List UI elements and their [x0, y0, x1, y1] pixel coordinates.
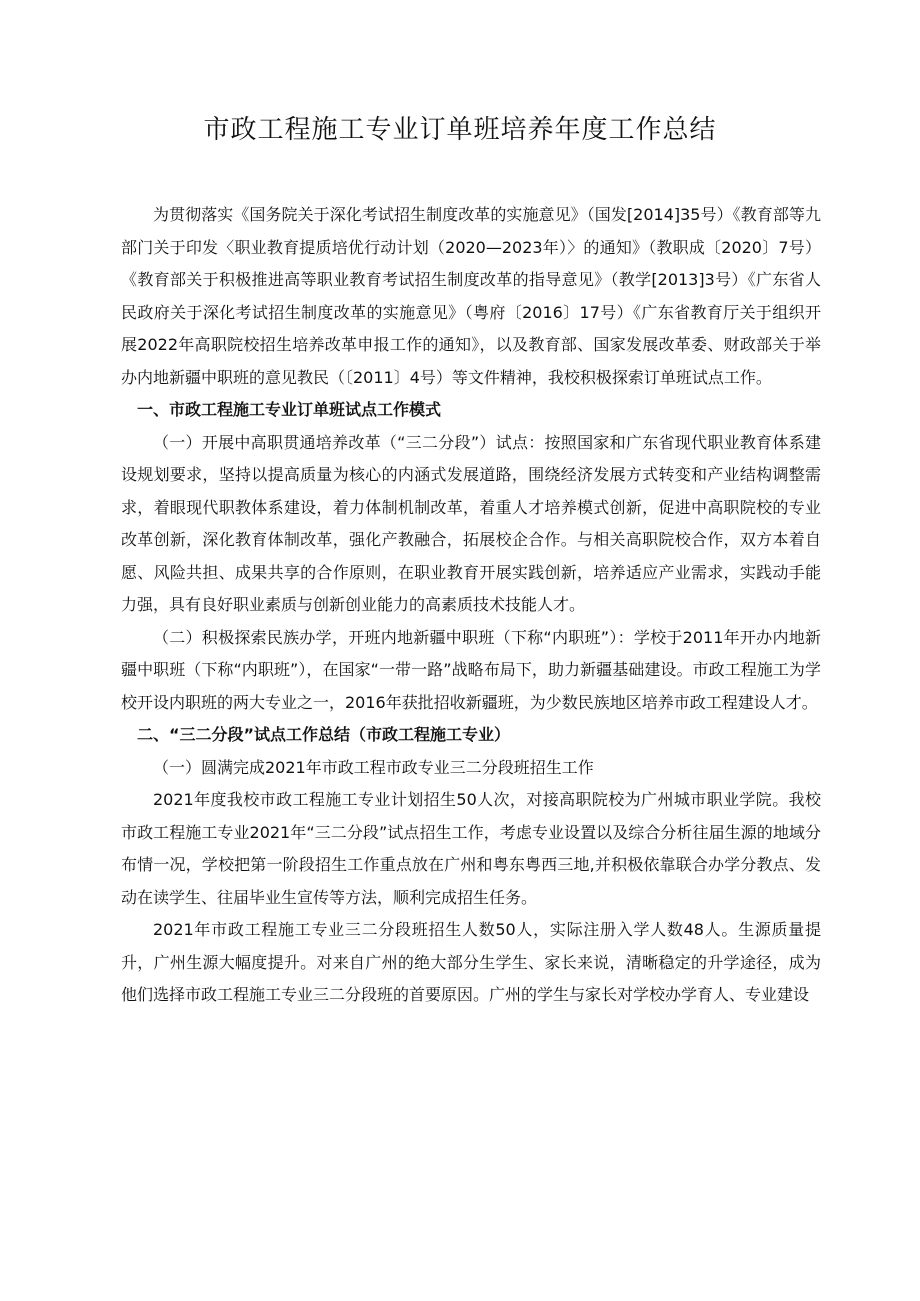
intro-paragraph: 为贯彻落实《国务院关于深化考试招生制度改革的实施意见》（国发[2014]35号）《教育部等九部门关于印发〈职业教育提质培优行动计划（2020—2023年）〉的通知》（教职成〔2020〕7号）《教育部关于积极推进高等职业教育考试招生制度改革的指导意见》（教学[2013]3号）《广东省人民政府关于深化考试招生制度改革的实施意见》（粤府〔2016〕17号）《广东省教育厅关于组织开展2022年高职院校招生培养改革申报工作的通知》，以及教育部、国家发展改革委、财政部关于举办内地新疆中职班的意见教民（〔2011〕4号）等文件精神，我校积极探索订单班试点工作。 [121, 205, 821, 387]
enrollment-paragraph-1: 2021年度我校市政工程施工专业计划招生50人次，对接高职院校为广州城市职业学院。我校市政工程施工专业2021年“三二分段”试点招生工作，考虑专业设置以及综合分析往届生源的地域分布情一况，学校把第一阶段招生工作重点放在广州和粤东粤西三地,并积极依靠联合办学分教点、发动在读学生、往届毕业生宣传等方法，顺利完成招生任务。 [121, 790, 821, 907]
section-2-1-heading: （一）圆满完成2021年市政工程市政专业三二分段班招生工作 [153, 757, 594, 777]
document-title: 市政工程施工专业订单班培养年度工作总结 [203, 115, 717, 145]
section-1-2-paragraph: （二）积极探索民族办学，开班内地新疆中职班（下称“内职班”）：学校于2011年开办内地新疆中职班（下称“内职班”），在国家“一带一路”战略布局下，助力新疆基础建设。市政工程施工为学校开设内职班的两大专业之一，2016年获批招收新疆班，为少数民族地区培养市政工程建设人才。 [121, 627, 821, 712]
section-heading-2: 二、“三二分段”试点工作总结（市政工程施工专业） [137, 725, 511, 744]
section-1-1-paragraph: （一）开展中高职贯通培养改革（“三二分段”）试点：按照国家和广东省现代职业教育体系建设规划要求，坚持以提高质量为核心的内涵式发展道路，围绕经济发展方式转变和产业结构调整需求，着眼现代职教体系建设，着力体制机制改革，着重人才培养模式创新，促进中高职院校的专业改革创新，深化教育体制改革，强化产教融合，拓展校企合作。与相关高职院校合作，双方本着自愿、风险共担、成果共享的合作原则，在职业教育开展实践创新，培养适应产业需求，实践动手能力强，具有良好职业素质与创新创业能力的高素质技术技能人才。 [121, 432, 821, 614]
document-body [121, 199, 821, 1012]
section-heading-1: 一、市政工程施工专业订单班试点工作模式 [137, 400, 442, 419]
enrollment-paragraph-2: 2021年市政工程施工专业三二分段班招生人数50人，实际注册入学人数48人。生源质量提升，广州生源大幅度提升。对来自广州的绝大部分生学生、家长来说，清晰稳定的升学途径，成为他们选择市政工程施工专业三二分段班的首要原因。广州的学生与家长对学校办学育人、专业建设 [121, 920, 821, 1004]
